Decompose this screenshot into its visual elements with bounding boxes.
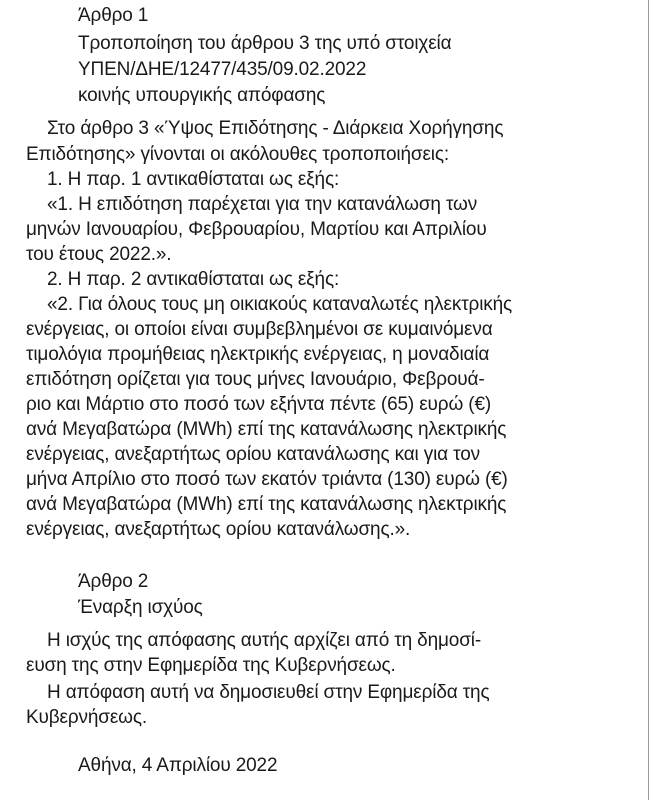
article-2-paragraph-line: Κυβερνήσεως. [26, 707, 148, 728]
intro-line: Επιδότησης» γίνονται οι ακόλουθες τροποποιήσεις: [26, 144, 450, 165]
item-1-line: μηνών Ιανουαρίου, Φεβρουαρίου, Μαρτίου και Απριλίου [26, 219, 487, 240]
item-2-line: ενέργειας, ανεξαρτήτως ορίου κατανάλωσης και για τον [26, 444, 480, 465]
article-2-paragraph-line: ευση της στην Εφημερίδα της Κυβερνήσεως. [26, 655, 396, 676]
article-1-title-line: ΥΠΕΝ/ΔΗΕ/12477/435/09.02.2022 [78, 59, 367, 80]
item-1-line: του έτους 2022.». [26, 244, 172, 265]
article-2-paragraph-line: Η απόφαση αυτή να δημοσιευθεί στην Εφημερίδα της [47, 682, 490, 703]
item-2-line: ενέργειας, ανεξαρτήτως ορίου κατανάλωσης.». [26, 519, 411, 540]
article-2-title: Έναρξη ισχύος [78, 597, 203, 618]
article-1-title-line: Τροποποίηση του άρθρου 3 της υπό στοιχεία [78, 33, 452, 54]
article-1-heading: Άρθρο 1 [78, 5, 149, 26]
article-2-heading: Άρθρο 2 [78, 571, 149, 592]
item-2-line: επιδότηση ορίζεται για τους μήνες Ιανουάριο, Φεβρουά- [26, 369, 485, 390]
column-divider [648, 0, 649, 800]
item-2-line: «2. Για όλους τους μη οικιακούς καταναλωτές ηλεκτρικής [47, 294, 513, 315]
article-2-paragraph-line: Η ισχύς της απόφασης αυτής αρχίζει από τη δημοσί- [47, 630, 482, 651]
item-2-line: τιμολόγια προμήθειας ηλεκτρικής ενέργειας, η μοναδιαία [26, 344, 490, 365]
item-2-line: μήνα Απρίλιο στο ποσό των εκατόν τριάντα (130) ευρώ (€) [26, 469, 508, 490]
item-2-line: ριο και Μάρτιο στο ποσό των εξήντα πέντε (65) ευρώ (€) [26, 394, 492, 415]
item-2-line: ανά Μεγαβατώρα (MWh) επί της κατανάλωσης ηλεκτρικής [26, 419, 507, 440]
item-1-line: 1. Η παρ. 1 αντικαθίσταται ως εξής: [47, 169, 340, 190]
item-2-line: ανά Μεγαβατώρα (MWh) επί της κατανάλωσης ηλεκτρικής [26, 494, 507, 515]
intro-line: Στο άρθρο 3 «Ύψος Επιδότησης - Διάρκεια Χορήγησης [47, 118, 504, 139]
article-1-title-line: κοινής υπουργικής απόφασης [78, 85, 326, 106]
item-2-line: 2. Η παρ. 2 αντικαθίσταται ως εξής: [47, 269, 340, 290]
item-2-line: ενέργειας, οι οποίοι είναι συμβεβλημένοι σε κυμαινόμενα [26, 319, 493, 340]
place-date: Αθήνα, 4 Απριλίου 2022 [78, 755, 278, 776]
item-1-line: «1. Η επιδότηση παρέχεται για την κατανάλωση των [47, 194, 478, 215]
